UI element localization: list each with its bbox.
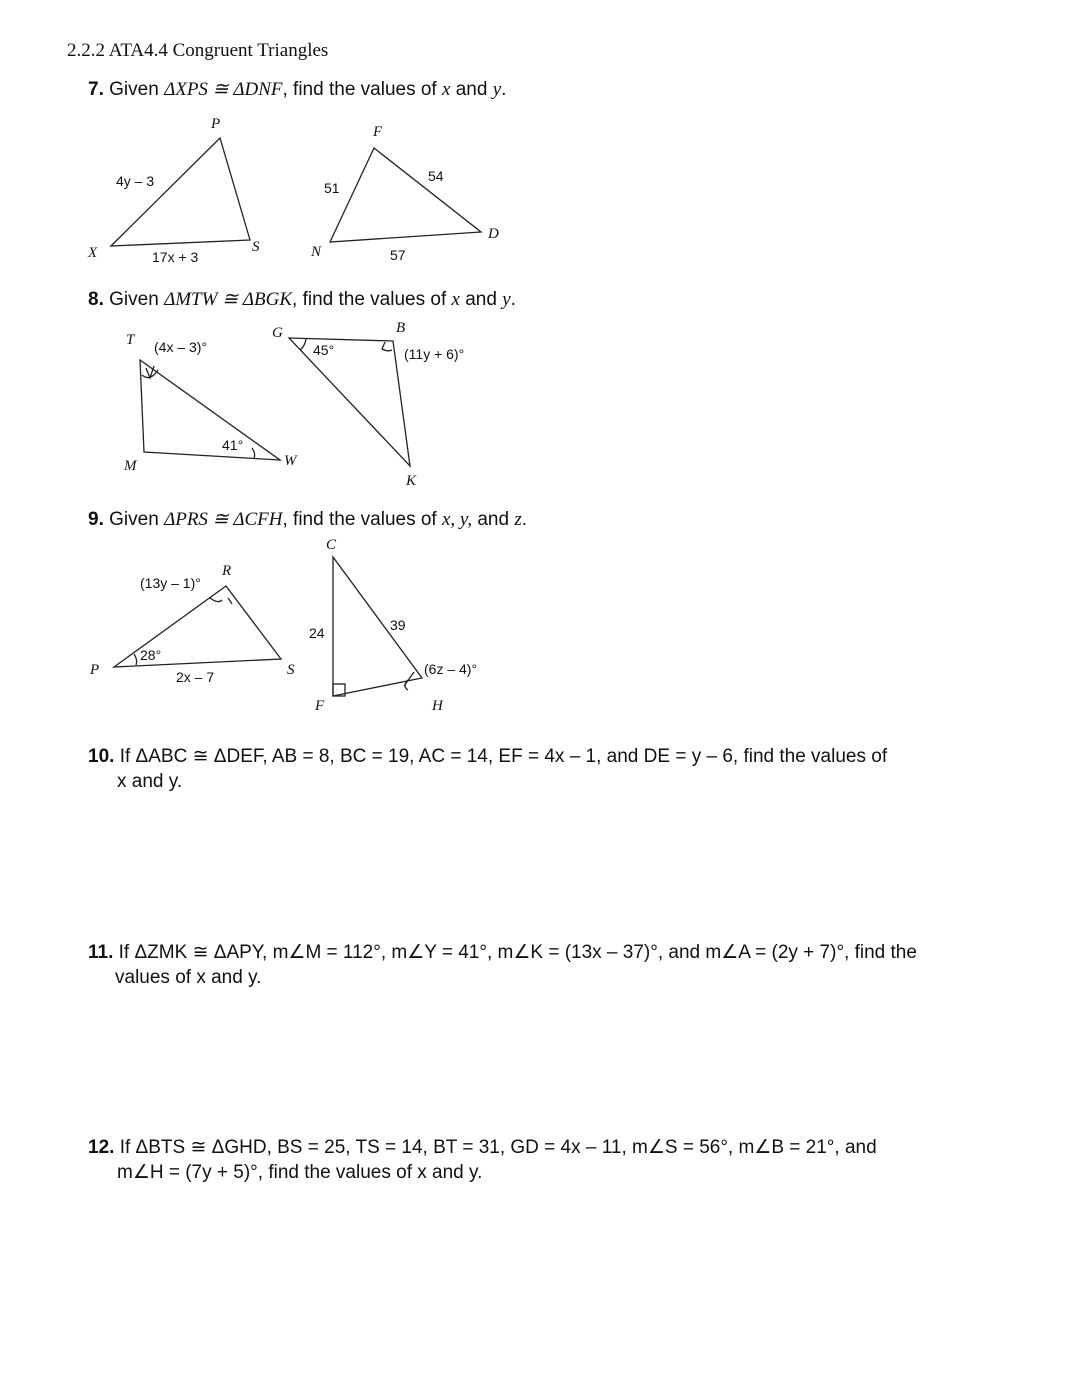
question-7-text-a: Given — [109, 79, 159, 100]
question-8-var-y: y — [502, 289, 511, 310]
q9-triangle-cfh — [333, 557, 422, 696]
question-10-line2: x and y. — [117, 771, 183, 792]
q9-angle-p: 28° — [140, 647, 162, 663]
question-7-end: . — [501, 79, 507, 100]
q9-angle-mark-r — [210, 598, 222, 602]
q7-side-xs: 17x + 3 — [152, 249, 199, 265]
question-8-end: . — [510, 289, 516, 310]
q9-side-cf: 24 — [309, 625, 325, 641]
q7-vertex-f: F — [373, 124, 383, 140]
q9-vertex-f: F — [315, 698, 325, 714]
q9-vertex-p: P — [90, 662, 100, 678]
q9-angle-mark-h2 — [404, 672, 414, 686]
question-7-and: and — [455, 79, 488, 100]
question-7-number: 7. — [88, 79, 104, 100]
question-9-congruence: ΔPRS ≅ ΔCFH — [164, 509, 283, 530]
question-9-vars: x, y, — [442, 509, 473, 530]
q9-vertex-s: S — [287, 662, 295, 678]
question-8-number: 8. — [88, 289, 104, 310]
question-11 — [88, 941, 917, 965]
question-7-congruence: ΔXPS ≅ ΔDNF — [164, 79, 283, 100]
question-12-number: 12. — [88, 1137, 115, 1158]
question-7-var-x: x — [442, 79, 451, 100]
q7-triangle-dnf — [330, 148, 481, 242]
question-9-number: 9. — [88, 509, 104, 530]
q9-vertex-h: H — [432, 698, 443, 714]
question-9-end: . — [521, 509, 528, 530]
question-9 — [88, 508, 527, 532]
question-9-text-a: Given — [109, 509, 159, 530]
question-9-and: and — [477, 509, 510, 530]
question-10 — [88, 745, 887, 769]
q8-angle-t: (4x – 3)° — [154, 339, 208, 355]
question-9-var-z: z — [514, 509, 522, 530]
q8-angle-mark-w — [252, 448, 255, 458]
question-12-line1: If ΔBTS ≅ ΔGHD, BS = 25, TS = 14, BT = 31, GD = 4x – 11, m∠S = 56°, m∠B = 21°, and — [119, 1137, 877, 1158]
question-9-text-b: , find the values of — [282, 509, 437, 530]
q8-vertex-k: K — [406, 473, 417, 489]
question-8-text-a: Given — [109, 289, 159, 310]
question-8 — [88, 288, 516, 312]
q8-triangle-mtw — [140, 360, 280, 460]
q7-vertex-n: N — [311, 244, 322, 260]
q9-angle-r: (13y – 1)° — [140, 575, 201, 591]
question-10-line1: If ΔABC ≅ ΔDEF, AB = 8, BC = 19, AC = 14, EF = 4x – 1, and DE = y – 6, find the values of — [119, 746, 888, 767]
question-11-line2: values of x and y. — [115, 967, 262, 988]
q8-angle-g: 45° — [313, 342, 335, 358]
q7-side-nd: 57 — [390, 247, 406, 263]
q9-side-ps: 2x – 7 — [176, 669, 215, 685]
q8-angle-w: 41° — [222, 437, 244, 453]
question-8-and: and — [465, 289, 497, 310]
q8-triangle-bgk — [289, 338, 410, 466]
question-10-number: 10. — [88, 746, 115, 767]
q9-vertex-r: R — [222, 563, 232, 579]
question-8-text-b: , find the values of — [292, 289, 447, 310]
q8-vertex-g: G — [272, 325, 283, 341]
question-11-line1: If ΔZMK ≅ ΔAPY, m∠M = 112°, m∠Y = 41°, m∠K = (13x – 37)°, and m∠A = (2y + 7)°, find the — [118, 942, 917, 963]
q9-angle-mark-r2 — [228, 598, 232, 604]
q8-vertex-m: M — [124, 458, 137, 474]
question-12 — [88, 1136, 877, 1160]
question-8-var-x: x — [451, 289, 460, 310]
q7-side-nf: 51 — [324, 180, 340, 196]
q8-angle-mark-g — [300, 339, 306, 350]
q9-side-ch: 39 — [390, 617, 406, 633]
q9-angle-mark-p — [134, 654, 137, 665]
page-title: 2.2.2 ATA4.4 Congruent Triangles — [67, 40, 329, 61]
question-8-congruence: ΔMTW ≅ ΔBGK — [164, 289, 293, 310]
question-7-text-b: , find the values of — [282, 79, 437, 100]
q7-vertex-d: D — [488, 226, 499, 242]
question-12-line2: m∠H = (7y + 5)°, find the values of x and y. — [117, 1162, 483, 1183]
q8-vertex-b: B — [396, 320, 406, 336]
q8-vertex-t: T — [126, 332, 135, 348]
q7-side-xp: 4y – 3 — [116, 173, 155, 189]
q7-vertex-p: P — [211, 116, 221, 132]
question-11-number: 11. — [88, 942, 114, 963]
q9-angle-h: (6z – 4)° — [424, 661, 478, 677]
q8-angle-b: (11y + 6)° — [404, 346, 465, 362]
q7-vertex-s: S — [252, 239, 260, 255]
q8-vertex-w: W — [284, 453, 297, 469]
q7-vertex-x: X — [88, 245, 98, 261]
question-7-var-y: y — [492, 79, 502, 100]
q7-side-fd: 54 — [428, 168, 444, 184]
q8-angle-mark-b — [382, 342, 392, 351]
q7-triangle-xps — [111, 138, 250, 246]
q9-vertex-c: C — [326, 537, 337, 553]
